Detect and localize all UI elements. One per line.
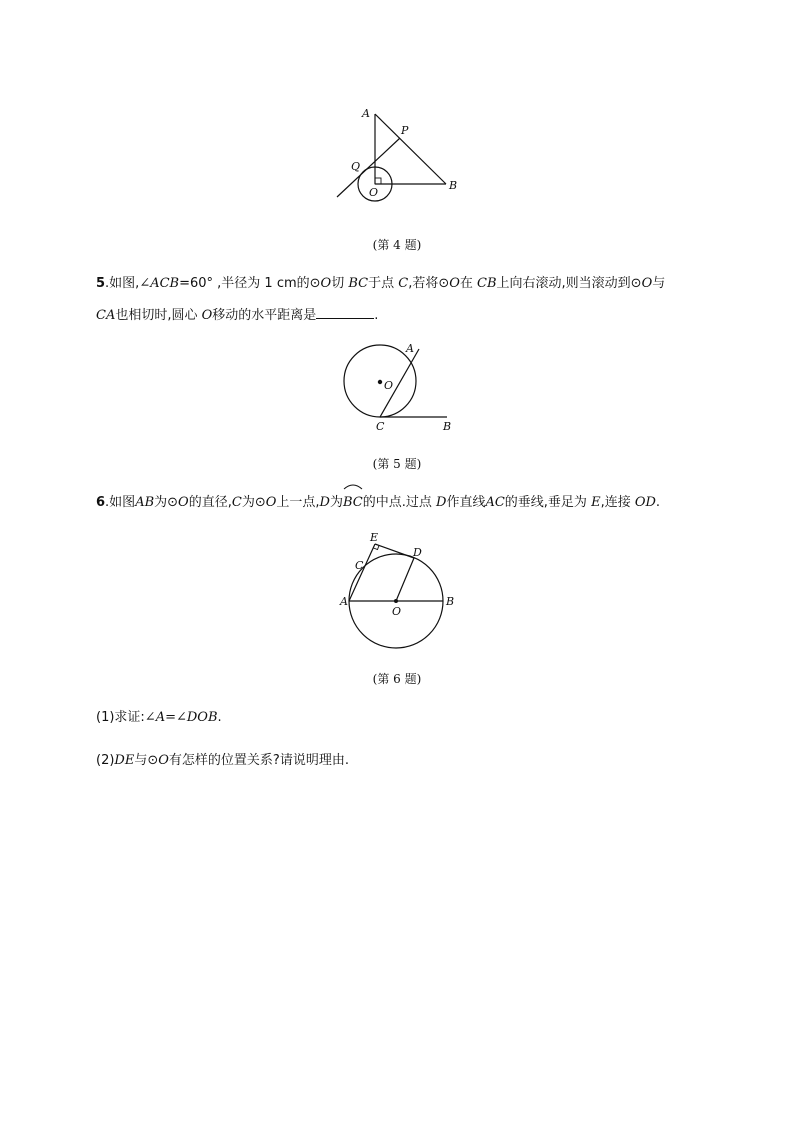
text-segment: 上向右滚动,则当滚动到⊙ [496,276,642,291]
math-var: AC [485,495,505,510]
text-segment: .如图, [105,276,140,291]
text-segment: (2) [96,753,115,768]
figure-5 [330,335,470,435]
math-var: C [231,495,242,510]
math-var: CB [477,276,497,291]
text-segment: (1)求证: [96,710,145,725]
text-segment: 有怎样的位置关系?请说明理由. [168,753,349,768]
figure-4 [320,100,480,210]
arc-bc [343,487,363,519]
problem-5-text [96,268,706,332]
figure-6 [330,525,470,655]
figure-4-caption: (第 4 题) [372,238,422,252]
math-var: AB [135,495,155,510]
fig6-label-e: E [370,531,379,544]
math-var: O [201,308,213,323]
fig6-label-d: D [413,546,422,559]
math-var: E [591,495,601,510]
answer-blank[interactable] [316,306,374,319]
math-var: O [158,753,169,768]
math-var: O [449,276,460,291]
text-segment: 的垂线,垂足为 [504,495,592,510]
math-var: O [641,276,653,291]
math-var: D [436,495,447,510]
text-segment: 与⊙ [134,753,159,768]
math-var: BC [348,276,369,291]
text-segment: . [217,710,222,725]
text-segment: 切 [331,276,349,291]
problem-6-text [96,487,706,519]
text-segment: 上一点, [276,495,320,510]
text-segment: ,连接 [600,495,635,510]
fig5-label-a: A [406,342,414,355]
text-segment: 于点 [368,276,399,291]
fig4-label-a: A [362,107,370,120]
math-var: D [319,495,330,510]
question-2 [96,745,706,777]
fig5-label-o: O [384,379,394,392]
fig5-label-c: C [376,420,385,433]
fig4-label-b: B [449,179,458,192]
fig6-label-c: C [355,559,364,572]
fig5-label-b: B [443,420,452,433]
math-var: BC [342,495,363,510]
text-segment: .如图 [105,495,136,510]
text-segment: 为 [329,495,343,510]
fig4-label-q: Q [351,160,361,173]
fig4-label-o: O [369,186,379,199]
text-segment: ,若将⊙ [408,276,450,291]
text-segment: 为⊙ [154,495,179,510]
fig6-label-b: B [446,595,455,608]
text-segment: . [374,308,379,323]
fig6-label-o: O [392,605,402,618]
math-var: CA [96,308,116,323]
math-var: DE [114,753,135,768]
text-segment: 在 [459,276,478,291]
math-var: O [265,495,277,510]
fig6-label-a: A [340,595,348,608]
text-segment: 为⊙ [241,495,266,510]
question-1 [96,702,706,734]
math-angle: ∠ACB [139,276,180,291]
text-segment: 移动的水平距离是 [212,308,317,323]
problem-6-number: 6 [96,495,106,510]
math-var: C [398,276,409,291]
math-expr: ∠A=∠DOB [144,710,218,725]
figure-5-caption: (第 5 题) [372,457,422,471]
text-segment: =60° ,半径为 1 cm的⊙ [179,276,321,291]
text-segment: 作直线 [446,495,486,510]
text-segment: 的中点.过点 [362,495,436,510]
math-var: O [178,495,189,510]
figure-6-caption: (第 6 题) [372,672,422,686]
text-segment: 与 [652,276,666,291]
text-segment: 也相切时,圆心 [115,308,202,323]
math-var: O [320,276,332,291]
fig4-label-p: P [401,124,409,137]
text-segment: . [655,495,661,510]
math-var: OD [634,495,656,510]
problem-5-number: 5 [96,276,106,291]
text-segment: 的直径, [188,495,232,510]
